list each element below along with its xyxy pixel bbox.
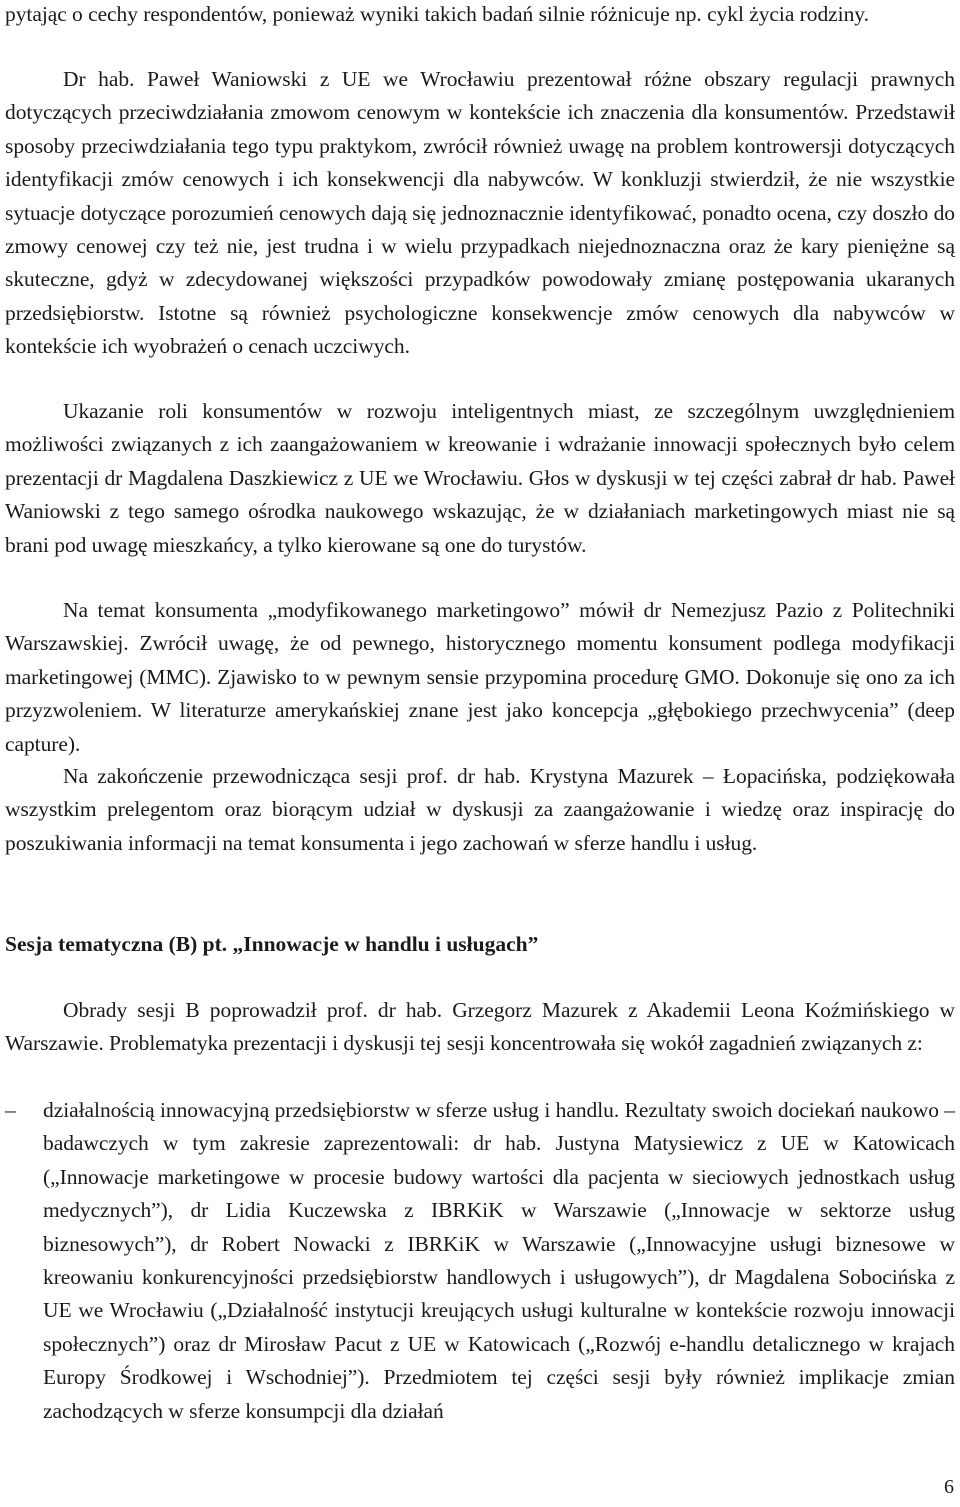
list-item-text: działalnością innowacyjną przedsiębiorstw w sferze usług i handlu. Rezultaty swoich dociekań naukowo – badawczych w tym zakresie zaprezentowali: dr hab. Justyna Matysiewicz z UE w Katowicach („Innowacje marketingowe w procesie budowy wartości dla pacjenta w sieciowych jednostkach usług medycznych”), dr Lidia Kuczewska z IBRKiK w Warszawie („Innowacje w sektorze usług biznesowych”), dr Robert Nowacki z IBRKiK w Warszawie („Innowacyjne usługi biznesowe w kreowaniu konkurencyjności przedsiębiorstw handlowych i usługowych”), dr Magdalena Sobocińska z UE we Wrocławiu („Działalność instytucji kreujących usługi kulturalne w kontekście rozwoju innowacji społecznych”) oraz dr Mirosław Pacut z UE w Katowicach („Rozwój e-handlu detalicznego w krajach Europy Środkowej i Wschodniej”). Przedmiotem tej części sesji były również implikacje zmian zachodzących w sferze konsumpcji dla działań bbox=[43, 1098, 955, 1423]
paragraph-closing: Na zakończenie przewodnicząca sesji prof. dr hab. Krystyna Mazurek – Łopacińska, podziękowała wszystkim prelegentom oraz biorącym udział w dyskusji za zaangażowanie i wiedzę oraz inspirację do poszukiwania informacji na temat konsumenta i jego zachowań w sferze handlu i usług. bbox=[5, 764, 955, 855]
paragraph-waniowski: Dr hab. Paweł Waniowski z UE we Wrocławiu prezentował różne obszary regulacji prawnych dotyczących przeciwdziałania zmowom cenowym w kontekście ich znaczenia dla konsumentów. Przedstawił sposoby przeciwdziałania tego typu praktykom, zwrócił również uwagę na problem kontrowersji dotyczących identyfikacji zmów cenowych i ich konsekwencji dla nabywców. W konkluzji stwierdził, że nie wszystkie sytuacje dotyczące porozumień cenowych dają się jednoznacznie identyfikować, ponadto ocena, czy doszło do zmowy cenowej czy też nie, jest trudna i w wielu przypadkach niejednoznaczna oraz że kary pieniężne są skuteczne, gdyż w zdecydowanej większości przypadków powodowały zmianę postępowania ukaranych przedsiębiorstw. Istotne są również psychologiczne konsekwencje zmów cenowych dla nabywców w kontekście ich wyobrażeń o cenach uczciwych. bbox=[5, 67, 955, 359]
paragraph-smart-cities: Ukazanie roli konsumentów w rozwoju inteligentnych miast, ze szczególnym uwzględnieniem możliwości związanych z ich zaangażowaniem w kreowanie i wdrażanie innowacji społecznych było celem prezentacji dr Magdalena Daszkiewicz z UE we Wrocławiu. Głos w dyskusji w tej części zabrał dr hab. Paweł Waniowski z tego samego ośrodka naukowego wskazując, że w działaniach marketingowych miast nie są brani pod uwagę mieszkańcy, a tylko kierowane są one do turystów. bbox=[5, 399, 955, 557]
list-dash-marker: – bbox=[5, 1098, 16, 1122]
paragraph-continuation: pytając o cechy respondentów, ponieważ wyniki takich badań silnie różnicuje np. cykl życia rodziny. bbox=[5, 2, 869, 26]
paragraph-pazio: Na temat konsumenta „modyfikowanego marketingowo” mówił dr Nemezjusz Pazio z Politechniki Warszawskiej. Zwrócił uwagę, że od pewnego, historycznego momentu konsument podlega modyfikacji marketingowej (MMC). Zjawisko to w pewnym sensie przypomina procedurę GMO. Dokonuje się ono za ich przyzwoleniem. W literaturze amerykańskiej znane jest jako koncepcja „głębokiego przechwycenia” (deep capture). bbox=[5, 598, 955, 756]
paragraph-session-intro: Obrady sesji B poprowadził prof. dr hab. Grzegorz Mazurek z Akademii Leona Koźmińskiego w Warszawie. Problematyka prezentacji i dyskusji tej sesji koncentrowała się wokół zagadnień związanych z: bbox=[5, 998, 955, 1056]
list-item bbox=[5, 1094, 955, 1428]
section-heading: Sesja tematyczna (B) pt. „Innowacje w handlu i usługach” bbox=[5, 932, 539, 956]
page-number: 6 bbox=[944, 1476, 954, 1498]
